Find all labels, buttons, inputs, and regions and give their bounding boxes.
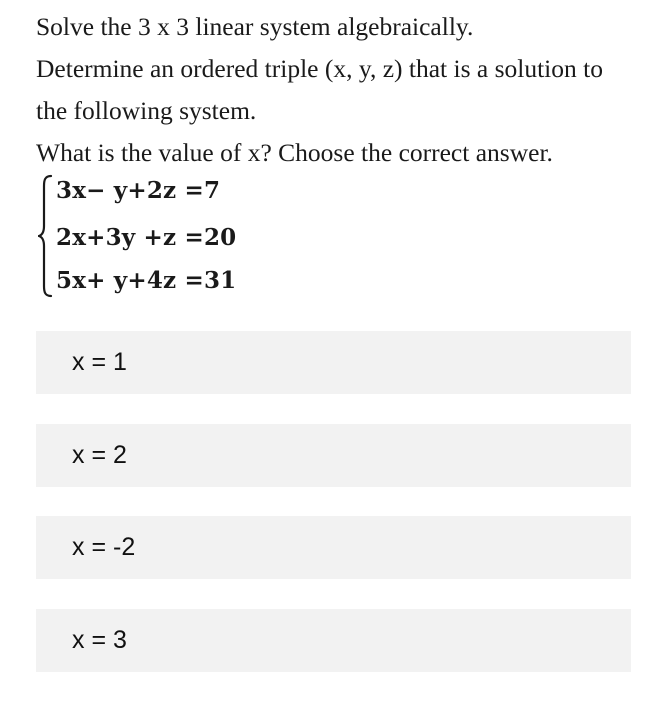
question-line-2: Determine an ordered triple (x, y, z) that is a solution to (36, 54, 603, 83)
system-brace-icon (38, 172, 54, 300)
choice-label: x = 3 (72, 625, 127, 654)
choice-option-3[interactable] (36, 516, 631, 579)
choice-label: x = 2 (72, 440, 127, 469)
question-text (36, 6, 646, 174)
equation-1: 3x− y+2z =7 (56, 177, 221, 204)
question-line-3: the following system. (36, 96, 257, 125)
choice-label: x = 1 (72, 348, 127, 376)
choice-option-1[interactable] (36, 331, 631, 394)
equation-system (38, 172, 268, 300)
answer-choices (36, 331, 631, 701)
question-line-4: What is the value of x? Choose the correct answer. (36, 138, 553, 167)
choice-label: x = -2 (72, 533, 136, 561)
choice-option-4[interactable] (36, 609, 631, 672)
choice-option-2[interactable] (36, 424, 631, 487)
question-line-1: Solve the 3 x 3 linear system algebraically. (36, 12, 474, 41)
equation-3: 5x+ y+4z =31 (56, 267, 237, 294)
equation-2: 2x+3y +z =20 (56, 224, 237, 251)
